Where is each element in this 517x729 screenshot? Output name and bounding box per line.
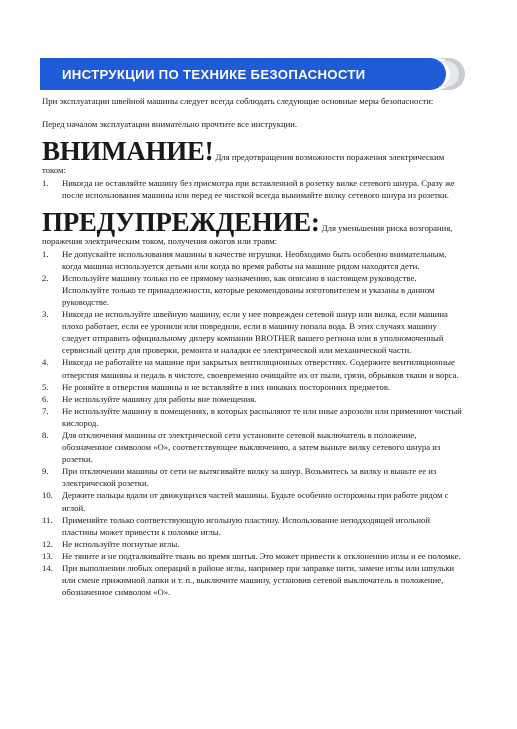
list-item [42,429,462,465]
list-item [42,514,462,538]
intro-text: При эксплуатации швейной машины следует всегда соблюдать следующие основные меры безопасности: [42,96,434,106]
list-item [42,356,462,380]
list-item-text: Не используйте машину для работы вне помещения. [62,393,257,404]
list-item-number: 10. [42,490,53,501]
warning-note: Для предотвращения возможности поражения электрическим током: [42,152,445,176]
list-item-text: Используйте машину только по ее прямому назначению, как описано в настоящем руководстве. Используйте только те принадлежности, которые рекомендованы изготовителем и указаны в данном руководстве. [62,272,435,307]
list-item-number: 6. [42,393,49,404]
list-item-number: 1. [42,248,49,259]
list-item-text: Не допускайте использования машины в качестве игрушки. Необходимо быть особенно внимательным, когда машина используется детьми или когда во время работы на машине рядом находятся дети. [62,248,447,271]
list-item [42,538,462,550]
intro-read-all: Перед началом эксплуатации внимательно прочтите все инструкции. [42,119,298,130]
list-item-number: 11. [42,514,53,525]
list-item-text: Применяйте только соответствующую игольную пластину. Использование неподходящей игольной пластины может привести к поломке иглы. [62,514,430,537]
list-item-number: 7. [42,405,49,416]
banner-tab-decoration [437,58,467,90]
warning-list [42,177,462,201]
list-item-text: Никогда не оставляйте машину без присмотра при вставленной в розетку вилке сетевого шнура. Сразу же после использования машины или перед ее чисткой всегда вынимайте вилку сетевого шнура из розетки. [62,177,455,200]
list-item-text: При выполнении любых операций в районе иглы, например при заправке нити, замене иглы или шпульки или смене прижимной лапки и т. п., выключите машину, установив сетевой выключатель в положение, обозначенное символом «O». [62,563,455,598]
list-item-text: Никогда не работайте на машине при закрытых вентиляционных отверстиях. Содержите вентиляционные отверстия машины и педаль в чистоте, своевременно очищайте их от пыли, грязи, обрывков ткани и ворса. [62,357,459,380]
caution-heading-line [42,206,462,248]
list-item-number: 13. [42,550,53,561]
caution-note: Для уменьшения риска возгорания, поражения электрическим током, получения ожогов или травм: [42,222,453,246]
list-item [42,308,462,356]
list-item-number: 5. [42,381,49,392]
caution-list [42,248,462,599]
section-title-banner [40,58,446,90]
list-item-number: 4. [42,357,49,368]
list-item [42,562,462,598]
instructions-body [42,95,462,598]
caution-heading: ПРЕДУПРЕЖДЕНИЕ: [42,206,320,237]
list-item-number: 14. [42,563,53,573]
list-item-text: Не используйте погнутые иглы. [62,538,180,549]
list-item-number: 3. [42,309,49,320]
list-item-number: 8. [42,429,49,440]
list-item-text: Не используйте машину в помещениях, в которых распыляют те или иные аэрозоли или применяют чистый кислород. [62,405,462,428]
list-item [42,248,462,272]
list-item [42,177,462,201]
warning-heading-line [42,138,462,177]
list-item-text: Для отключения машины от электрической сети установите сетевой выключатель в положение, обозначенное символом «O», соответствующее выключению, а затем выньте вилку сетевого шнура из розетки. [62,429,441,465]
list-item [42,465,462,489]
list-item-number: 2. [42,272,49,283]
list-item-text: Не роняйте в отверстия машины и не вставляйте в них никаких посторонних предметов. [62,381,391,392]
warning-heading: ВНИМАНИЕ! [42,136,214,167]
list-item [42,550,462,562]
list-item-text: При отключении машины от сети не вытягивайте вилку за шнур. Возьмитесь за вилку и выньте ее из электрической розетки. [62,466,437,489]
list-item [42,405,462,429]
list-item-number: 12. [42,538,53,549]
list-item-text: Не тяните и не подталкивайте ткань во время шитья. Это может привести к отклонению иглы и ее поломке. [62,550,461,561]
list-item [42,489,462,513]
list-item-number: 1. [42,177,49,188]
list-item-number: 9. [42,466,49,477]
list-item [42,381,462,393]
list-item-text: Никогда не используйте швейную машину, если у нее поврежден сетевой шнур или вилка, если машина плохо работает, если ее уронили или повредили, если в машину попала вода. В этих случаях машину следует отправить официальному дилеру компании BROTHER вашего региона или в уполномоченный сервисный центр для проверки, ремонта и наладки ее электрической или механической части. [62,309,448,356]
list-item [42,393,462,405]
list-item [42,272,462,308]
list-item-text: Держите пальцы вдали от движущихся частей машины. Будьте особенно осторожны при работе рядом с иглой. [62,490,449,513]
section-title: ИНСТРУКЦИИ ПО ТЕХНИКЕ БЕЗОПАСНОСТИ [62,66,366,82]
